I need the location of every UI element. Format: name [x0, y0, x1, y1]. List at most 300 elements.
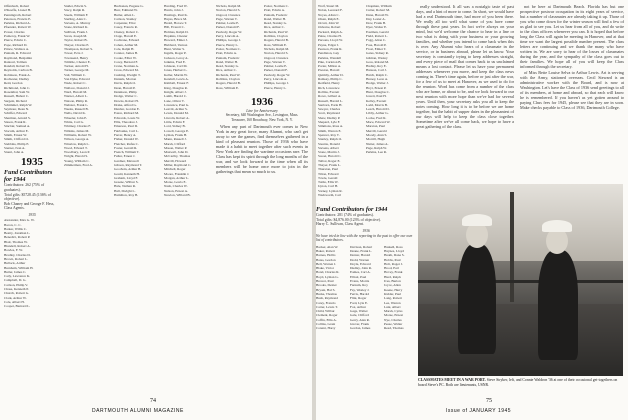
name-entry: Drake, Alfred G.: [114, 102, 137, 107]
name-entry: Bullock, Arthur: [4, 261, 26, 266]
name-entry: Cady, Lawrence K.: [4, 274, 31, 279]
name-entry: Clement, Roger: [316, 313, 338, 318]
name-entry: Corey, Bernard F.: [114, 59, 138, 64]
name-entry: Butler, Allen L.: [114, 12, 136, 17]
names-split: [216, 4, 308, 90]
name-entry: Vail, William C.: [64, 72, 87, 77]
name-entry: Cole, Ralph H.: [114, 46, 135, 51]
name-entry: Phillips, George J.: [264, 81, 289, 86]
name-entry: Brewer, Paul: [316, 279, 334, 284]
name-entry: Stacy, Ralph R.: [64, 8, 86, 13]
name-entry: Collins, Grant: [316, 322, 336, 327]
name-entry: Leach, Harold D.: [366, 107, 390, 112]
fund-gifts-right: Total gifts: $4,876.00 (123% of objective).: [316, 217, 381, 222]
name-entry: Pratt, Edwin A.: [216, 51, 237, 56]
name-entry: Richmond, John C.: [4, 85, 31, 90]
name-entry: Smith, Ernest W.: [4, 132, 27, 137]
name-entry: Peterson, Francis E.: [4, 16, 32, 21]
name-entry: Merrill, Howard: [164, 158, 187, 163]
name-entry: Hadley, Roy E.: [366, 64, 387, 69]
name-entry: Tilton, Edward: [318, 171, 339, 176]
name-entry: Nichols, Ralph M.: [264, 46, 290, 51]
name-entry: Potter, Norman C.: [216, 46, 241, 51]
name-entry: Buchanan, Eugene G.: [114, 4, 144, 8]
name-entry: Osgood, Clarence: [216, 12, 241, 17]
name-entry: Bryant, Hal S.: [316, 287, 336, 292]
name-entry: Tuttle, Ellis W.: [318, 180, 339, 185]
name-entry: Holt, Roger J.: [384, 261, 404, 266]
name-entry: Putnam, Frederic: [264, 12, 288, 17]
name-entry: Bond, Charles R.: [316, 270, 340, 275]
name-entry: Gardner, Maxwell: [114, 158, 139, 163]
name-entry: Bates, Gordon: [316, 257, 336, 262]
name-entry: Burr, Edmund W.: [114, 8, 138, 13]
name-entry: Jenkins, Fred E.: [164, 59, 186, 64]
name-entry: White, Carl G.: [64, 120, 84, 125]
name-entry: Wade, Robert C.: [64, 81, 87, 86]
name-entry: Ingalls, Roger P.: [164, 51, 187, 56]
name-entry: Watson, Philip R.: [64, 98, 88, 103]
name-entry: Marsh, Cyrus: [384, 309, 403, 314]
name-entry: Nelson, Ernest A.: [164, 188, 188, 193]
name-entry: Morgan, Arthur L.: [164, 175, 189, 180]
name-entry: Nolan, Leonard F.: [318, 8, 343, 13]
name-entry: Lane, Oliver T.: [164, 98, 185, 103]
names-list: [4, 4, 60, 154]
name-entry: Offenbach, Robert: [4, 4, 30, 8]
name-entry: Paine, Charles H.: [318, 34, 342, 39]
name-entry: Russell, Harold L.: [318, 98, 343, 103]
name-entry: Hastings, Paul K.: [164, 12, 188, 17]
name-entry: Maxwell, John D.: [164, 150, 189, 155]
name-entry: Perkins, Wendell: [318, 55, 342, 60]
name-entry: Pierce, Henry L.: [264, 85, 287, 90]
name-entry: Glover, Frank: [350, 322, 369, 327]
name-entry: Jewett, Paul H.: [366, 94, 387, 99]
name-entry: Rowe, Gilbert A.: [318, 94, 342, 99]
name-entry: Haynes, Lloyd: [384, 248, 404, 253]
name-entry: Deane, Frank L.: [350, 248, 373, 253]
name-entry: Carlson, Philip V.: [4, 282, 28, 287]
name-entry: Gould, Kenneth H.: [114, 171, 140, 176]
name-entry: Thurston, Paul: [318, 167, 338, 172]
name-entry: Hodge, Walter J.: [366, 81, 389, 86]
names-column-4: [164, 4, 210, 197]
name-entry: Richards, Paul W.: [264, 29, 289, 34]
name-entry: Putnam, R. Edward: [4, 51, 31, 56]
name-entry: Rantoul, Tolman: [4, 59, 27, 64]
name-entry: Stuart, John A.: [4, 150, 25, 155]
name-entry: Fairbanks, Carl L.: [114, 128, 139, 133]
name-entry: Sisson, Frank R.: [4, 120, 27, 125]
name-entry: Lunt, Albert: [384, 304, 401, 309]
name-entry: Sargent, Richard: [4, 98, 27, 103]
name-entry: O'Keeffe, Lionel H.: [4, 8, 31, 13]
name-entry: Morrill, Hugh: [366, 137, 386, 142]
name-entry: Tucker, Arnold H.: [64, 64, 89, 69]
name-entry: Robbins, Clayton: [216, 77, 240, 82]
name-entry: Robinson, Frank A.: [4, 72, 31, 77]
name-entry: Doyle, Edward: [350, 261, 371, 266]
name-entry: Olsen, Ralph E.: [318, 16, 340, 21]
name-entry: Gilman, Wesley: [366, 55, 388, 60]
name-entry: Sinclair, Samuel A.: [4, 124, 31, 129]
name-entry: Knight, Albert J.: [164, 89, 187, 94]
name-entry: Merrill, Gerald: [366, 128, 387, 133]
name-entry: Rogers, Harold B.: [216, 81, 241, 86]
class-1936-secretary: Secretary, 640 Washington Ave., Lexington, Mass.: [225, 113, 299, 118]
name-entry: Cohen, Arthur M.: [114, 42, 139, 47]
name-entry: Nichols, Ralph M.: [216, 4, 242, 8]
name-entry: Weeks, Russell B.: [64, 107, 89, 112]
name-entry: Hayes, Bruce M.: [164, 16, 187, 21]
name-entry: Chase, Kenneth P.: [4, 287, 29, 291]
name-entry: Bowles, F. W.: [4, 248, 23, 253]
name-entry: Mann, Russell J.: [164, 137, 187, 142]
running-footer-left: DARTMOUTH ALUMNI MAGAZINE: [92, 408, 184, 414]
name-entry: Van Dyke, Edward: [64, 77, 90, 82]
photo-cap-left: [462, 214, 492, 226]
caption-body: Steve Stryker, left, and Connie Waldron '36 at one of their occasional get-togethers on board Steve's PC. Both are lieutenants, USNR.: [418, 378, 618, 387]
name-entry: Varney, Lyman R.: [318, 188, 343, 193]
name-entry: Carter, Lewis T.: [316, 304, 338, 309]
fund-agents-line: Bob Chaney and George F. Hess, Class Agents.: [4, 201, 55, 211]
name-entry: Cross, Edward M.: [114, 68, 139, 73]
name-entry: Pendleton, Guy: [318, 51, 340, 56]
names-column-6: [318, 4, 364, 197]
name-entry: Campbell, D. G.: [4, 278, 27, 283]
names-list: [216, 4, 260, 90]
name-entry: Parker, Donald F.: [264, 68, 288, 73]
name-entry: Rich, Lawrence: [318, 85, 340, 90]
name-entry: Pratt, Edwin A.: [264, 8, 285, 13]
name-entry: Wallace, Donald J.: [64, 85, 90, 90]
prose-column-8: [416, 4, 514, 130]
name-entry: King, Douglas R.: [164, 85, 188, 90]
name-entry: Whitney, Charles F.: [64, 124, 91, 129]
name-entry: Rollins, Everett: [318, 89, 340, 94]
name-entry: Barker, Willis C.: [4, 226, 27, 231]
name-entry: Crane, Norman A.: [114, 64, 139, 69]
name-entry: Wright, Harold S.: [64, 154, 89, 159]
name-entry: Carlson, Stanley: [114, 16, 137, 21]
name-entry: Davison, Robert: [350, 244, 373, 249]
names-column-1: [4, 4, 60, 308]
name-entry: Evans, Morris: [350, 279, 370, 284]
name-entry: Mason, Walter P.: [164, 145, 188, 150]
name-entry: Kelley, Everett: [366, 98, 387, 103]
names-column-7: [366, 4, 412, 154]
name-entry: Cochrane, Edward: [114, 38, 140, 43]
name-entry: Nye, Charles: [384, 317, 402, 322]
name-entry: Foss, Harold P.: [366, 42, 387, 47]
name-entry: Locke, Fred R.: [366, 115, 387, 120]
running-footer-right: Issue of JANUARY 1945: [446, 408, 512, 414]
name-entry: Sawyer, Charles: [318, 107, 341, 112]
name-entry: Emerson, Paul D.: [114, 124, 138, 129]
name-entry: Sherman, Arnold S.: [4, 115, 31, 120]
name-entry: Church, Robert G.: [4, 291, 30, 296]
name-entry: Morse, Ernest: [384, 313, 404, 318]
name-entry: Graham, Lloyd F.: [114, 175, 139, 180]
name-entry: Butler, James C.: [4, 269, 27, 274]
name-entry: Flint, Roger: [350, 296, 367, 301]
name-entry: Carpenter, Eliot: [114, 21, 136, 26]
name-entry: Fletcher, Rufus C.: [114, 141, 139, 146]
name-entry: Rosenthal, Sam W.: [4, 89, 30, 94]
name-entry: Cooper, Bernard L.: [4, 304, 31, 309]
name-entry: Smith, Clifford O.: [4, 137, 29, 142]
name-entry: Stevens, A. Murray: [64, 21, 91, 26]
name-entry: Morse, Lewis E.: [164, 180, 187, 185]
name-entry: Blundell, Robert A.: [4, 244, 31, 249]
photo-caption: [418, 378, 623, 387]
name-entry: Slocum, Arthur E.: [4, 128, 29, 133]
name-entry: Power, Charles: [4, 29, 25, 34]
name-entry: Marston, Paul: [366, 124, 386, 129]
left-page: [0, 0, 312, 420]
fund-title: Fund Contributors for 1944: [4, 169, 53, 184]
name-entry: Hobbs, Paul: [384, 257, 401, 262]
name-entry: Bradley, Charles D.: [4, 252, 31, 257]
name-entry: Perry, Lincoln A.: [216, 34, 240, 39]
name-entry: Lyman, Frank H.: [164, 132, 188, 137]
name-entry: Thayer, Charles E.: [64, 42, 90, 47]
name-entry: Keller, Martin W.: [164, 72, 188, 77]
name-entry: Dow, Frank B.: [366, 21, 386, 26]
names-grid-right: [316, 245, 416, 331]
names-list: [384, 245, 416, 331]
name-entry: Osgood, Clarence: [264, 55, 289, 60]
name-entry: Palmer, Leslie E.: [264, 64, 288, 69]
name-entry: Hale, Nathan R.: [114, 184, 136, 189]
name-entry: Hatch, Ralph C.: [366, 72, 388, 77]
name-entry: Dennison, Philip: [114, 89, 137, 94]
name-entry: Robbins, Clayton: [264, 34, 288, 39]
prose-paragraph: When any part of Dartmouth ever comes to New York in any great force, many Alumni, who can't get away to see the games, find themselves gathered in a kind of pleasant reunion. Those of 1936 who have made it a habit to meet together after such events in New York are finding the wartime occasions rare. The Class has kept its spirit through the long months of the war, and we look forward to the time when all its members will be home once more to join in the gatherings that mean so much to us.: [216, 123, 308, 174]
names-list: [350, 245, 382, 331]
names-list: [114, 4, 160, 197]
name-entry: Prince, Wallace A.: [4, 46, 30, 51]
name-entry: Lamb, Harold C.: [164, 94, 187, 99]
name-entry: Connor, James B.: [114, 51, 138, 56]
name-entry: Harding, Fred W.: [164, 4, 188, 8]
name-entry: Dodd, Warren: [350, 257, 370, 262]
name-entry: Taylor, Robert B.: [64, 38, 88, 43]
name-entry: Gibson, Raymond T.: [114, 162, 143, 167]
fund-title-right: Fund Contributors for 1944: [316, 206, 388, 213]
name-entry: Lincoln, Robert A.: [164, 115, 190, 120]
name-entry: Newton, Willard B.: [164, 193, 191, 198]
name-entry: Marsh, Clifford: [164, 141, 186, 146]
name-entry: Potter, Norman C.: [264, 4, 289, 8]
name-entry: Young, William C.: [64, 158, 90, 163]
name-entry: Peabody, Roger W.: [264, 72, 290, 77]
name-entry: Foster, Gerald R.: [114, 145, 138, 150]
name-entry: Brown, Robert L.: [4, 256, 28, 261]
name-entry: Ives, Burton: [384, 279, 401, 284]
name-entry: Backer, Alan W.: [316, 244, 339, 249]
photo-rail: [418, 280, 623, 283]
name-entry: Stevens, Albert: [318, 145, 339, 150]
name-entry: Rice, Arthur C.: [216, 68, 237, 73]
name-entry: Eastman, Gerald: [366, 29, 389, 34]
name-entry: Davis, Ralph O.: [114, 81, 136, 86]
name-entry: Clapp, Harold E.: [114, 34, 137, 39]
name-entry: Nutter, James A.: [366, 141, 389, 146]
name-entry: Ladd, Morris B.: [366, 102, 388, 107]
name-entry: Russell, Hubert C.: [4, 94, 30, 99]
name-entry: Phillips, George J.: [216, 38, 241, 43]
name-entry: Trimble, Chester E.: [64, 59, 91, 64]
name-entry: Child, Wilbur: [316, 309, 335, 314]
name-entry: Fox, Arthur: [350, 304, 366, 309]
name-entry: Dunbar, Gordon E.: [114, 107, 140, 112]
name-entry: Wolf, Stuart M.: [318, 4, 340, 8]
name-entry: Norton, Harold S.: [264, 51, 289, 56]
name-entry: Pope, Richard D.: [4, 42, 28, 47]
name-entry: Dana, Harold W.: [366, 12, 389, 17]
photo-figure-right: [538, 250, 578, 360]
name-entry: Wheeler, John E.: [64, 115, 88, 120]
name-entry: Lowell, George E.: [164, 128, 189, 133]
name-entry: Fisher, Donald W.: [114, 137, 139, 142]
name-entry: Moody, Alan S.: [366, 132, 388, 137]
name-entry: Baker, Robert: [316, 248, 335, 253]
name-entry: Frost, Elmer T.: [366, 46, 387, 51]
name-entry: Cole, Albert H.: [4, 299, 25, 304]
name-entry: Page, Warren T.: [264, 59, 286, 64]
name-entry: Little, Edwin F.: [164, 120, 186, 125]
name-entry: Noyes, Allan C.: [318, 12, 340, 17]
page-number-right: 75: [486, 398, 492, 404]
sub-note: We have tried in line with the reporting in the past to offer our own list of contributors.: [316, 234, 413, 243]
prose-paragraph: really understood. It all was a nostalgic taste of past days, and a hint of more to come. In short, we would have had a real Dartmouth time, had more of you been there. We really all too well what some of you have come through these past years. In fact we're always on your mind, but we'd welcome the chance to hear in a line or two what is doing with your business or your growing families, and whether you intend to come back when this is over. Any Alumni who hears of a classmate in the service, or in business abroad, please let us know. Your secretary is constantly trying to keep addresses straight, and every piece of mail that comes back to us unclaimed means a lost contact. Please let us have your permanent addresses whenever you move, and keep the class news coming in. There's time again, before or just after the war, for a few of us to meet at Hanover, as we used to do for the reunion. Word has come from a number of the class who are home, or about to be, and we look forward to our next reunion with more hope than we've had for several years. Until then, your secretary asks you all to keep the notes coming. How long it is to be before we are home together, but the habit of supper dates in the pleasantest of our days will help to keep the class close together. Sometime after we've all come back, we hope to have a great gathering of the class.: [416, 4, 514, 129]
name-entry: Ward, Harold M.: [64, 89, 88, 94]
name-entry: Joyce, Allen: [384, 283, 401, 288]
names-list: [64, 4, 110, 167]
name-entry: Dyer, Walter E.: [366, 25, 387, 30]
name-entry: Zimmerman, Fred A.: [64, 162, 93, 167]
name-entry: Heald, Horace T.: [164, 21, 188, 26]
name-entry: Towle, Gerald: [318, 175, 338, 180]
name-entry: Page, Warren T.: [216, 16, 238, 21]
name-entry: Rand, Walter H.: [264, 16, 286, 21]
class-1936-sub: Line for Anniversary: [246, 108, 278, 113]
name-entry: Farnum, Roy: [350, 283, 368, 288]
name-entry: Turner, George M.: [64, 68, 90, 73]
name-entry: Orcutt, John W.: [318, 21, 340, 26]
name-entry: Burke, Thomas: [316, 291, 337, 296]
name-entry: Gale, Clifford: [350, 313, 369, 318]
name-entry: Parsons, Lloyd W.: [318, 38, 343, 43]
name-entry: Barnes, Hollis: [316, 253, 336, 258]
class-year-heading: 1935: [21, 156, 43, 169]
name-entry: Cooke, Elliot W.: [114, 55, 137, 60]
name-entry: Rand, Walter H.: [216, 59, 238, 64]
name-entry: Raymond, Benjamin: [4, 55, 33, 60]
photo-cap-right: [542, 220, 572, 232]
name-entry: Howard, Elmer J.: [164, 38, 188, 43]
name-entry: Rogers, Harold B.: [264, 38, 289, 43]
name-entry: Reynolds, Carlton B.: [4, 68, 33, 73]
photo-mast: [510, 192, 514, 302]
names-list: [316, 245, 348, 331]
name-entry: Carey, Francis: [316, 300, 336, 305]
name-entry: Eames, Carl A.: [350, 270, 371, 275]
name-entry: Payne, Edgar J.: [318, 42, 340, 47]
name-entry: Field, Robert L.: [366, 34, 388, 39]
names-column-3: [114, 4, 160, 197]
name-entry: Smith, Warren E.: [318, 128, 342, 133]
name-entry: Perkins, Richard A.: [4, 21, 31, 26]
photograph: [418, 184, 623, 376]
names-list: [264, 4, 308, 90]
name-entry: Hurd, Ralph: [384, 274, 401, 279]
name-entry: Pierce, Henry L.: [216, 42, 239, 47]
name-entry: Sterner, Ivan A.: [4, 145, 26, 150]
name-entry: Bush, Raymond: [316, 296, 338, 301]
name-entry: Hunt, Douglas C.: [366, 89, 390, 94]
name-entry: Wilkins, James M.: [64, 128, 90, 133]
name-entry: Casey, Francis R.: [114, 25, 138, 30]
name-entry: Hanson, Carl J.: [366, 68, 387, 73]
name-entry: Read, Stanley G.: [216, 64, 239, 69]
name-entry: Downs, Robert H.: [114, 98, 139, 103]
name-entry: Farrar, Henry A.: [114, 132, 137, 137]
name-entry: Stone, Richard K.: [64, 25, 89, 30]
name-entry: Heath, Dana S.: [384, 253, 405, 258]
names-list: [366, 4, 412, 154]
name-entry: Johnson, Carl M.: [164, 64, 188, 69]
name-entry: Ferris, Harold: [350, 291, 370, 296]
name-entry: Gerry, Alan R.: [350, 317, 370, 322]
prose-paragraph: of Miss Bette Louise Selva to Arthur Lewis. Art is serving with the Army, stationed overseas. Cecil Steward is an administrative worker with the Board, and is now at Washington. Let's have the Class of 1936 send greetings to all of its members, at home and abroad, so that each will know he is remembered. If you haven't as yet gotten around to paying Class fees for 1945, please see that they are in soon. Make checks payable to Class of 1936, Dartmouth College.: [520, 70, 624, 110]
name-entry: Seymour, Dean N.: [4, 107, 30, 112]
name-entry: Winslow, Ralph L.: [64, 141, 90, 146]
photo-sky: [418, 184, 623, 261]
name-entry: Beatty, Jonathan L.: [4, 231, 31, 236]
name-entry: Talbot, Roger E.: [318, 158, 341, 163]
name-entry: Boyd, Lyman G.: [316, 274, 339, 279]
name-entry: Schiffer, Edward: [4, 111, 27, 116]
sub-heading-right: 1936: [362, 228, 370, 233]
name-entry: Parker, Donald F.: [216, 25, 240, 30]
name-entry: Reed, Thomas: [384, 326, 404, 331]
name-entry: Gates, Sidney R.: [366, 51, 389, 56]
name-entry: Coffin, Ellis A.: [316, 317, 337, 322]
name-entry: Leavitt, Arthur S.: [164, 107, 188, 112]
name-entry: Putnam, Frederic: [216, 55, 240, 60]
name-entry: Nash, Charles W.: [164, 184, 188, 189]
name-entry: Harris, John J.: [164, 8, 184, 13]
name-entry: Snider, Edwin S.: [64, 4, 87, 8]
name-entry: Scott, Raymond: [318, 111, 340, 116]
name-entry: Hoyt, Ernest P.: [366, 85, 387, 90]
name-entry: Mace, Edward W.: [366, 120, 391, 125]
name-entry: French, William T.: [114, 150, 140, 155]
name-entry: Webster, Frank L.: [64, 102, 89, 107]
name-entry: Sullivan, Frank J.: [64, 29, 88, 34]
name-entry: Townsend, Henry: [64, 55, 89, 60]
name-entry: Read, Stanley G.: [264, 21, 287, 26]
name-entry: Goss, Roland M.: [366, 59, 389, 64]
name-entry: Norton, Harold S.: [216, 8, 241, 13]
names-list: [4, 218, 60, 308]
name-entry: Stearns, Donald: [318, 141, 340, 146]
name-entry: Bacon, C. C.: [4, 222, 22, 227]
name-entry: Hunt, Walter S.: [164, 46, 185, 51]
